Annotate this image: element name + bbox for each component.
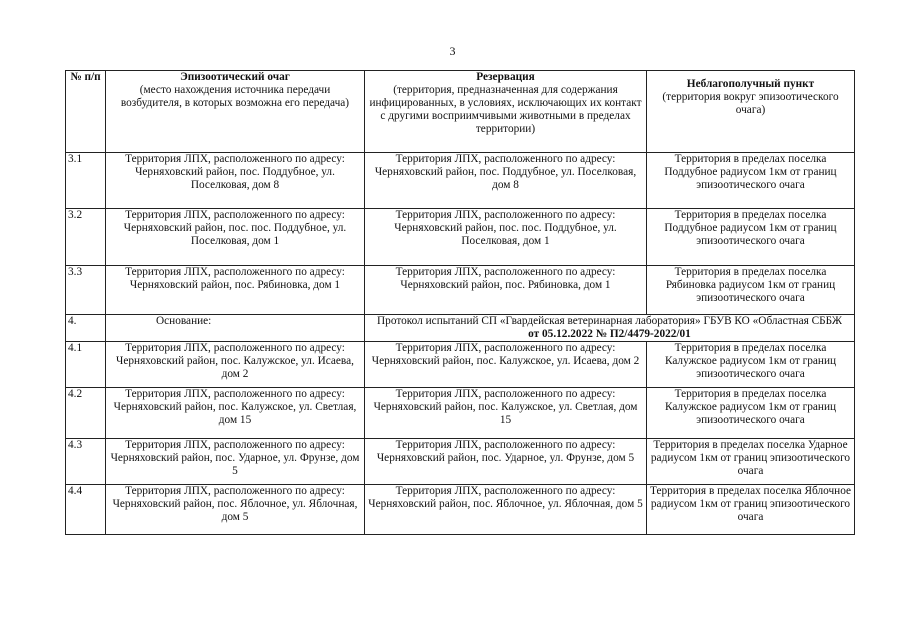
focus-cell: Территория ЛПХ, расположенного по адресу: Черняховский район, пос. Яблочное, ул. Яблочная, дом 5	[106, 485, 365, 535]
header-point	[647, 71, 855, 153]
row-num: 3.1	[66, 153, 106, 209]
focus-cell: Территория ЛПХ, расположенного по адресу: Черняховский район, пос. Ударное, ул. Фрунзе, дом 5	[106, 439, 365, 485]
header-reserve	[365, 71, 647, 153]
table-row	[66, 266, 855, 315]
episootic-table	[65, 70, 855, 535]
focus-cell: Территория ЛПХ, расположенного по адресу: Черняховский район, пос. пос. Поддубное, ул. Поселковая, дом 1	[106, 209, 365, 266]
basis-label: Основание:	[156, 315, 212, 327]
basis-protocol: от 05.12.2022 № П2/4479-2022/01	[528, 328, 691, 340]
header-point-subtitle: (территория вокруг эпизоотического очага)	[662, 91, 839, 116]
reserve-cell: Территория ЛПХ, расположенного по адресу: Черняховский район, пос. Рябиновка, дом 1	[365, 266, 647, 315]
header-reserve-subtitle: (территория, предназначенная для содержания инфицированных, в условиях, исключающих их контакт с другими восприимчивыми животными в пределах территории)	[369, 84, 642, 135]
table-row	[66, 485, 855, 535]
focus-cell: Территория ЛПХ, расположенного по адресу: Черняховский район, пос. Поддубное, ул. Поселковая, дом 8	[106, 153, 365, 209]
basis-row	[66, 315, 855, 342]
point-cell: Территория в пределах поселка Калужское радиусом 1км от границ эпизоотического очага	[647, 342, 855, 388]
rows-group-3	[66, 153, 855, 315]
focus-cell: Территория ЛПХ, расположенного по адресу: Черняховский район, пос. Калужское, ул. Исаева, дом 2	[106, 342, 365, 388]
header-row	[66, 71, 855, 153]
basis-text: Протокол испытаний СП «Гвардейская ветеринарная лаборатория» ГБУВ КО «Областная СББЖ	[377, 315, 842, 327]
reserve-cell: Территория ЛПХ, расположенного по адресу: Черняховский район, пос. Ударное, ул. Фрунзе, дом 5	[365, 439, 647, 485]
table-row	[66, 342, 855, 388]
row-num: 4.2	[66, 388, 106, 439]
row-num: 4.3	[66, 439, 106, 485]
point-cell: Территория в пределах поселка Рябиновка радиусом 1км от границ эпизоотического очага	[647, 266, 855, 315]
header-focus-title: Эпизоотический очаг	[180, 71, 290, 83]
point-cell: Территория в пределах поселка Поддубное радиусом 1км от границ эпизоотического очага	[647, 153, 855, 209]
reserve-cell: Территория ЛПХ, расположенного по адресу: Черняховский район, пос. Яблочное, ул. Яблочная, дом 5	[365, 485, 647, 535]
row-num: 4.1	[66, 342, 106, 388]
reserve-cell: Территория ЛПХ, расположенного по адресу: Черняховский район, пос. Калужское, ул. Исаева, дом 2	[365, 342, 647, 388]
table-row	[66, 153, 855, 209]
point-cell: Территория в пределах поселка Поддубное радиусом 1км от границ эпизоотического очага	[647, 209, 855, 266]
focus-cell: Территория ЛПХ, расположенного по адресу: Черняховский район, пос. Калужское, ул. Светлая, дом 15	[106, 388, 365, 439]
header-point-title: Неблагополучный пункт	[686, 78, 815, 90]
basis-num: 4.	[66, 315, 106, 342]
reserve-cell: Территория ЛПХ, расположенного по адресу: Черняховский район, пос. пос. Поддубное, ул. Поселковая, дом 1	[365, 209, 647, 266]
table-row	[66, 388, 855, 439]
focus-cell: Территория ЛПХ, расположенного по адресу: Черняховский район, пос. Рябиновка, дом 1	[106, 266, 365, 315]
row-num: 3.3	[66, 266, 106, 315]
reserve-cell: Территория ЛПХ, расположенного по адресу: Черняховский район, пос. Калужское, ул. Светлая, дом 15	[365, 388, 647, 439]
page-number: 3	[449, 44, 456, 58]
rows-group-4	[66, 342, 855, 535]
basis-group	[66, 315, 855, 342]
point-cell: Территория в пределах поселка Ударное радиусом 1км от границ эпизоотического очага	[647, 439, 855, 485]
header-reserve-title: Резервация	[476, 71, 535, 83]
reserve-cell: Территория ЛПХ, расположенного по адресу: Черняховский район, пос. Поддубное, ул. Поселковая, дом 8	[365, 153, 647, 209]
header-focus-subtitle: (место нахождения источника передачи возбудителя, в которых возможна его передача)	[120, 84, 350, 109]
header-num: № п/п	[66, 71, 106, 153]
point-cell: Территория в пределах поселка Калужское радиусом 1км от границ эпизоотического очага	[647, 388, 855, 439]
header-focus	[106, 71, 365, 153]
basis-text-cell	[365, 315, 855, 342]
basis-label-cell	[106, 315, 365, 342]
point-cell: Территория в пределах поселка Яблочное радиусом 1км от границ эпизоотического очага	[647, 485, 855, 535]
table-row	[66, 209, 855, 266]
row-num: 4.4	[66, 485, 106, 535]
row-num: 3.2	[66, 209, 106, 266]
table-row	[66, 439, 855, 485]
